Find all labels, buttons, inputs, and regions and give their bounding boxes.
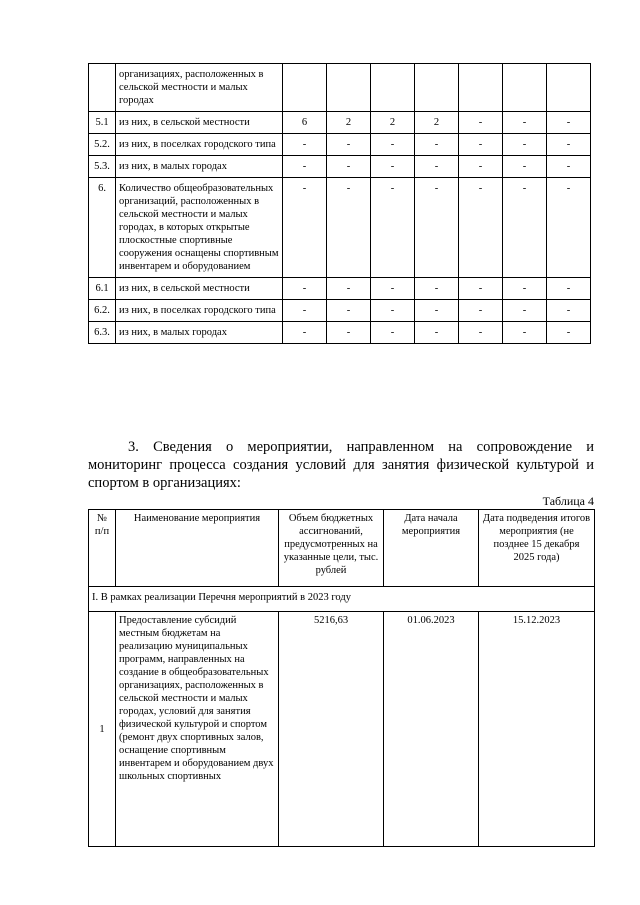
row-value: - [283,322,327,344]
row-value: - [547,178,591,278]
row-value: - [415,178,459,278]
row-value: - [503,156,547,178]
row-name: из них, в поселках городского типа [116,134,283,156]
row-value: - [327,278,371,300]
row-value: - [415,156,459,178]
row-value: - [283,134,327,156]
row-value: 6 [283,112,327,134]
row-value: - [415,300,459,322]
row-name: из них, в поселках городского типа [116,300,283,322]
row-value: - [459,156,503,178]
row-value: - [459,300,503,322]
row-value: - [415,322,459,344]
row-value [459,64,503,112]
table-row [89,322,591,344]
row-value: - [547,300,591,322]
row-value: - [371,134,415,156]
row-num: 5.1 [89,112,116,134]
row-value: 2 [327,112,371,134]
section-row [89,587,595,612]
row-name: из них, в малых городах [116,322,283,344]
row-name: из них, в сельской местности [116,278,283,300]
row-name: организациях, расположенных в сельской местности и малых городах [116,64,283,112]
row-end: 15.12.2023 [479,612,595,847]
row-value: - [547,156,591,178]
row-value: - [459,134,503,156]
header-start: Дата начала мероприятия [384,510,479,587]
row-value: - [327,322,371,344]
header-row [89,510,595,587]
row-value: - [459,322,503,344]
row-value: - [283,278,327,300]
row-name: из них, в малых городах [116,156,283,178]
row-value [503,64,547,112]
row-value: - [283,178,327,278]
row-value: - [503,112,547,134]
row-start: 01.06.2023 [384,612,479,847]
indicators-table [88,63,591,344]
row-value: - [547,134,591,156]
row-value: - [371,322,415,344]
section-3-heading: 3. Сведения о мероприятии, направленном на сопровождение и мониторинг процесса создания условий для занятия физической культурой и спортом в организациях: [88,439,594,491]
row-value: - [327,156,371,178]
row-value [415,64,459,112]
row-num: 6.1 [89,278,116,300]
row-name: Количество общеобразовательных организаций, расположенных в сельской местности и малых городах, в которых открытые плоскостные спортивные сооружения оснащены спортивным инвентарем и оборудованием [116,178,283,278]
row-value [371,64,415,112]
row-value: - [459,112,503,134]
row-value [283,64,327,112]
row-value: - [415,134,459,156]
row-value: - [459,278,503,300]
table-4-label: Таблица 4 [542,494,594,508]
row-value: - [371,178,415,278]
row-value: - [327,300,371,322]
table-row [89,64,591,112]
row-value: - [283,156,327,178]
row-value: 2 [415,112,459,134]
row-value: - [371,300,415,322]
header-end: Дата подведения итогов мероприятия (не позднее 15 декабря 2025 года) [479,510,595,587]
row-value: - [547,322,591,344]
row-name: Предоставление субсидий местным бюджетам на реализацию муниципальных программ, направленных на создание в общеобразовательных организациях, расположенных в сельской местности и малых городах, условий для занятия физической культурой и спортом (ремонт двух спортивных залов, оснащение спортивным инвентарем и оборудованием двух школьных спортивных [116,612,279,847]
table-row [89,156,591,178]
row-value: - [503,134,547,156]
row-value: - [327,178,371,278]
table-row [89,112,591,134]
row-value: - [503,300,547,322]
header-name: Наименование мероприятия [116,510,279,587]
row-value: - [547,278,591,300]
row-name: из них, в сельской местности [116,112,283,134]
header-num: № п/п [89,510,116,587]
table-row [89,134,591,156]
table-row [89,300,591,322]
row-value: - [327,134,371,156]
row-value: - [283,300,327,322]
row-value: - [503,322,547,344]
row-value: - [371,156,415,178]
header-amount: Объем бюджетных ассигнований, предусмотренных на указанные цели, тыс. рублей [279,510,384,587]
row-value: - [459,178,503,278]
table-row [89,278,591,300]
row-num: 6.3. [89,322,116,344]
row-amount: 5216,63 [279,612,384,847]
section-row-text: I. В рамках реализации Перечня мероприятий в 2023 году [89,587,595,612]
row-value: 2 [371,112,415,134]
row-value: - [371,278,415,300]
row-value: - [503,278,547,300]
row-num: 5.3. [89,156,116,178]
row-num [89,64,116,112]
row-value: - [503,178,547,278]
row-num: 1 [89,612,116,847]
row-value [547,64,591,112]
row-value: - [547,112,591,134]
row-num: 6.2. [89,300,116,322]
row-num: 5.2. [89,134,116,156]
measures-table [88,509,595,847]
row-value: - [415,278,459,300]
row-value [327,64,371,112]
table-row [89,178,591,278]
row-num: 6. [89,178,116,278]
table-row [89,612,595,847]
